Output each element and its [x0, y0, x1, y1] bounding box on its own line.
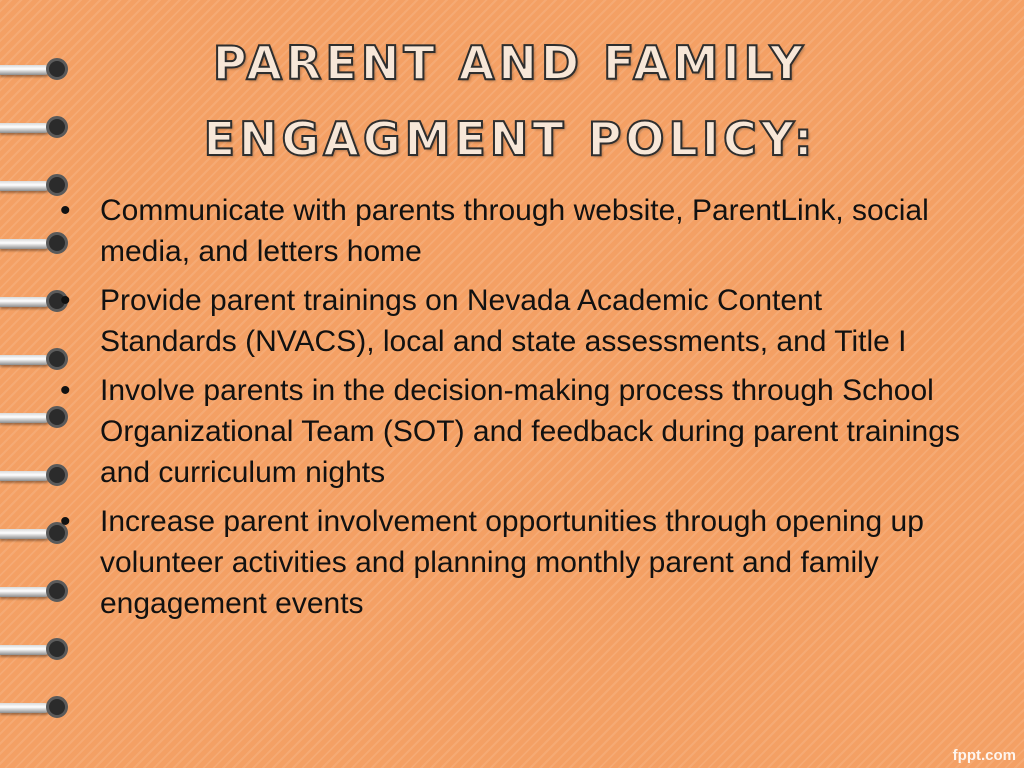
ring-icon: [0, 693, 72, 723]
bullet-dot-icon: •: [60, 194, 71, 227]
ring-icon: [0, 635, 72, 665]
bullet-dot-icon: •: [60, 374, 71, 407]
ring-icon: [0, 55, 72, 85]
bullet-text: Provide parent trainings on Nevada Academic Content Standards (NVACS), local and state assessments, and Title I: [100, 284, 907, 358]
footer-watermark: fppt.com: [952, 747, 1016, 764]
slide-title-line-2: ENGAGMENT POLICY:: [203, 112, 817, 166]
bullet-dot-icon: •: [60, 505, 71, 538]
bullet-item: [60, 370, 960, 493]
bullet-text: Increase parent involvement opportunities through opening up volunteer activities and planning monthly parent and family engagement events: [100, 505, 924, 620]
bullet-list: [60, 190, 960, 632]
slide-title: [160, 25, 860, 177]
bullet-dot-icon: •: [60, 284, 71, 317]
bullet-text: Communicate with parents through website, ParentLink, social media, and letters home: [100, 194, 929, 268]
slide-title-line-1: PARENT AND FAMILY: [212, 36, 808, 90]
bullet-text: Involve parents in the decision-making process through School Organizational Team (SOT) and feedback during parent trainings and curriculum nights: [100, 374, 960, 489]
bullet-item: [60, 280, 960, 362]
bullet-item: [60, 501, 960, 624]
bullet-item: [60, 190, 960, 272]
ring-icon: [0, 113, 72, 143]
